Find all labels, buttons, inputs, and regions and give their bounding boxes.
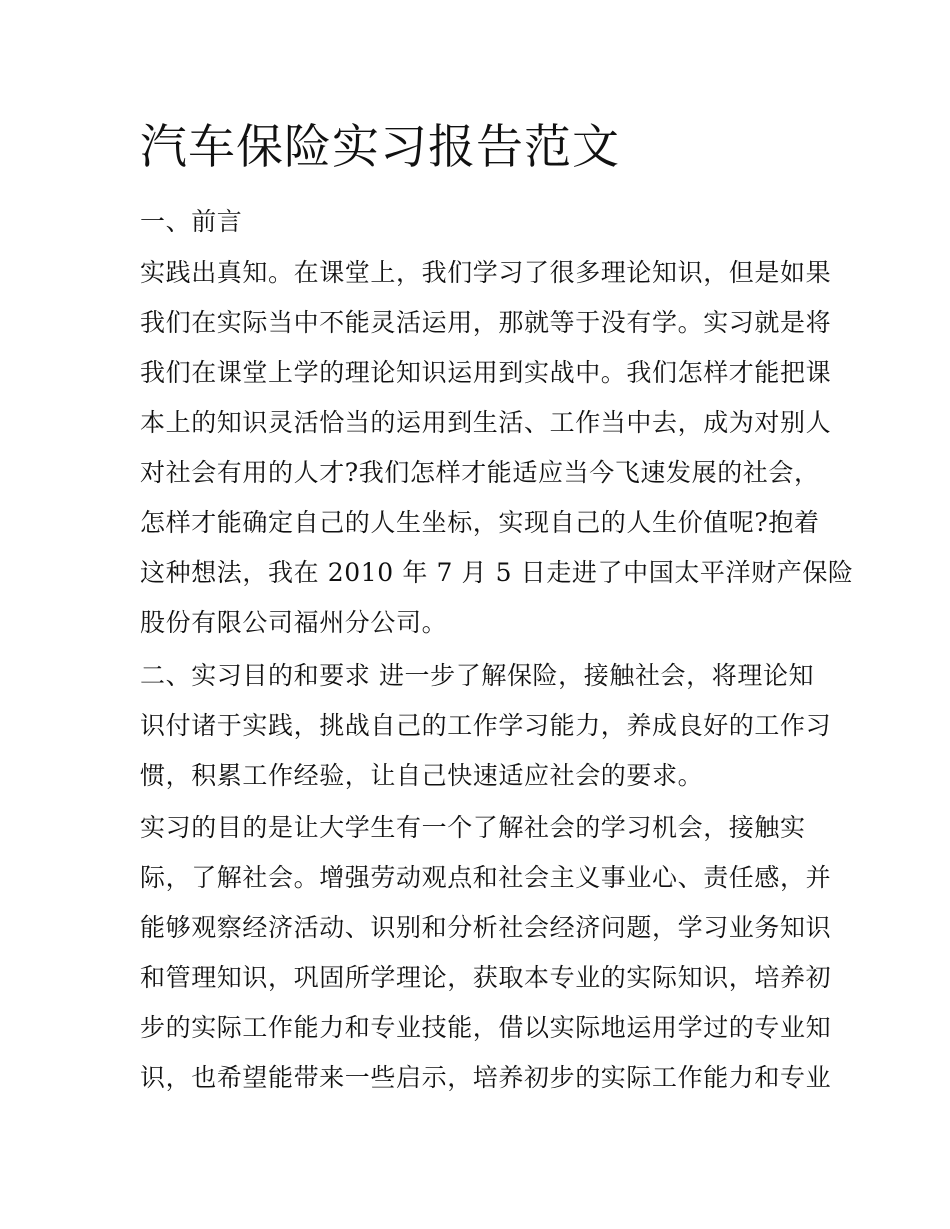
paragraph-line: 对社会有用的人才?我们怎样才能适应当今飞速发展的社会， [140, 458, 820, 487]
paragraph-line: 际，了解社会。增强劳动观点和社会主义事业心、责任感，并 [140, 863, 832, 892]
paragraph-line: 识，也希望能带来一些启示，培养初步的实际工作能力和专业 [140, 1063, 832, 1092]
document-title: 汽车保险实习报告范文 [140, 120, 620, 175]
paragraph-line: 本上的知识灵活恰当的运用到生活、工作当中去，成为对别人 [140, 408, 832, 437]
paragraph-line: 我们在课堂上学的理论知识运用到实战中。我们怎样才能把课 [140, 358, 832, 387]
section-heading-preface: 一、前言 [140, 207, 243, 236]
paragraph-line: 识付诸于实践，挑战自己的工作学习能力，养成良好的工作习 [140, 711, 832, 740]
paragraph-line: 股份有限公司福州分公司。 [140, 608, 448, 637]
paragraph-line: 和管理知识，巩固所学理论，获取本专业的实际知识，培养初 [140, 963, 832, 992]
paragraph-line: 能够观察经济活动、识别和分析社会经济问题，学习业务知识 [140, 913, 832, 942]
paragraph-line: 怎样才能确定自己的人生坐标，实现自己的人生价值呢?抱着 [140, 508, 820, 537]
paragraph-line: 实习的目的是让大学生有一个了解社会的学习机会，接触实 [140, 813, 806, 842]
paragraph-line: 这种想法，我在 2010 年 7 月 5 日走进了中国太平洋财产保险 [140, 558, 854, 587]
section-heading-objectives: 二、实习目的和要求 进一步了解保险，接触社会，将理论知 [140, 661, 815, 690]
paragraph-line: 惯，积累工作经验，让自己快速适应社会的要求。 [140, 761, 704, 790]
paragraph-line: 实践出真知。在课堂上，我们学习了很多理论知识，但是如果 [140, 258, 832, 287]
paragraph-line: 我们在实际当中不能灵活运用，那就等于没有学。实习就是将 [140, 308, 832, 337]
paragraph-line: 步的实际工作能力和专业技能，借以实际地运用学过的专业知 [140, 1013, 832, 1042]
